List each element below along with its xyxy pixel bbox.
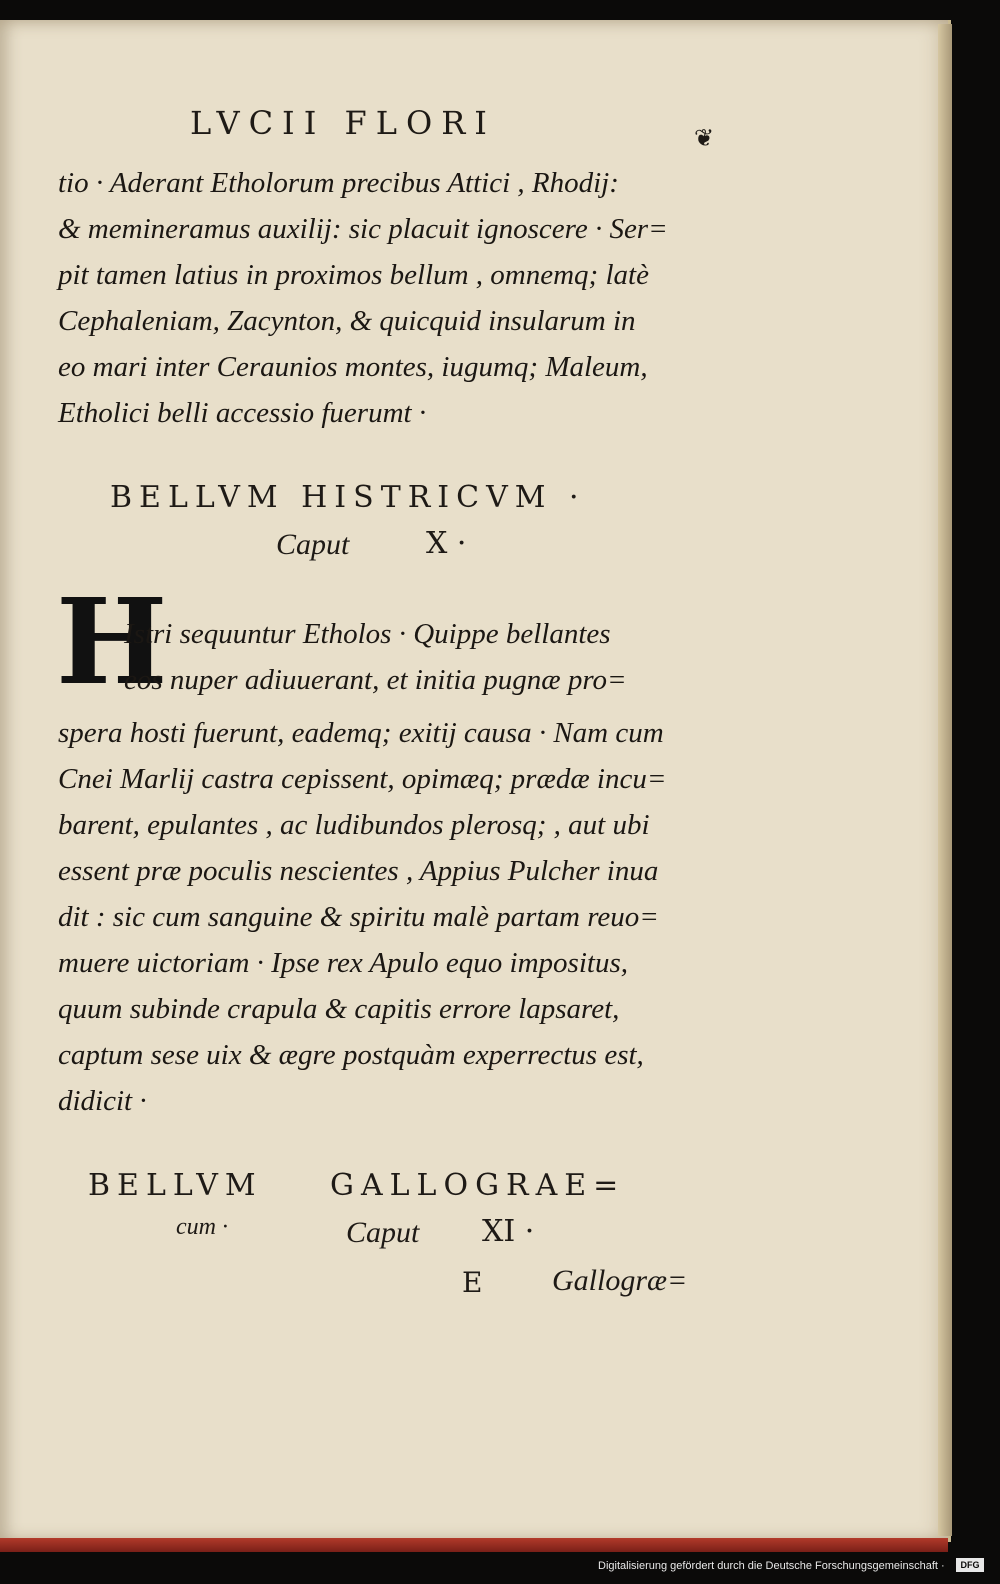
text-line: spera hosti fuerunt, eademq; exitij causa · Nam cum (58, 717, 664, 749)
section-heading-gallograecum: GALLOGRAE= (330, 1168, 626, 1203)
book-edge-bar (0, 1538, 948, 1552)
text-line: pit tamen latius in proximos bellum , omnemq; latè (58, 259, 649, 291)
text-line: captum sese uix & ægre postquàm experrectus est, (58, 1039, 644, 1071)
text-line: Etholici belli accessio fuerumt · (58, 397, 427, 429)
text-line: eo mari inter Ceraunios montes, iugumq; Maleum, (58, 351, 648, 383)
catchword: Gallogræ= (552, 1264, 688, 1297)
caput-number: XI · (482, 1214, 535, 1249)
digitization-credit: Digitalisierung gefördert durch die Deutsche Forschungsgemeinschaft · (598, 1560, 945, 1572)
section-heading-bellum: BELLVM (88, 1168, 263, 1203)
text-line: didicit · (58, 1085, 147, 1117)
text-line: barent, epulantes , ac ludibundos plerosq; , aut ubi (58, 809, 650, 841)
paragraph-1 (58, 160, 718, 436)
caput-label: Caput (276, 528, 350, 561)
caput-label: Caput (346, 1216, 420, 1249)
paragraph-2 (58, 710, 718, 1124)
section-heading-histricum: BELLVM HISTRICVM · (110, 480, 586, 515)
running-head: LVCII FLORI (190, 104, 496, 142)
text-line: Cnei Marlij castra cepissent, opimæq; prædæ incu= (58, 763, 667, 795)
text-line: muere uictoriam · Ipse rex Apulo equo impositus, (58, 947, 628, 979)
text-line: quum subinde crapula & capitis errore lapsaret, (58, 993, 620, 1025)
text-line: eos nuper adiuuerant, et initia pugnæ pro= (124, 664, 627, 696)
section-heading-cum: cum · (176, 1214, 228, 1240)
page-edge (938, 24, 952, 1536)
dfg-logo: DFG (956, 1558, 984, 1572)
catchword-letter: E (462, 1266, 483, 1299)
text-line: dit : sic cum sanguine & spiritu malè partam reuo= (58, 901, 659, 933)
text-line: Cephaleniam, Zacynton, & quicquid insularum in (58, 305, 636, 337)
text-line: tio · Aderant Etholorum precibus Attici , Rhodij: (58, 167, 619, 199)
drop-cap: H (56, 572, 168, 711)
page-mark: ❦ (694, 124, 715, 152)
caput-number: X · (426, 526, 467, 561)
text-line: Istri sequuntur Etholos · Quippe bellantes (124, 618, 611, 650)
text-line: essent præ poculis nescientes , Appius Pulcher inua (58, 855, 659, 887)
text-line: & memineramus auxilij: sic placuit ignoscere · Ser= (58, 213, 668, 245)
